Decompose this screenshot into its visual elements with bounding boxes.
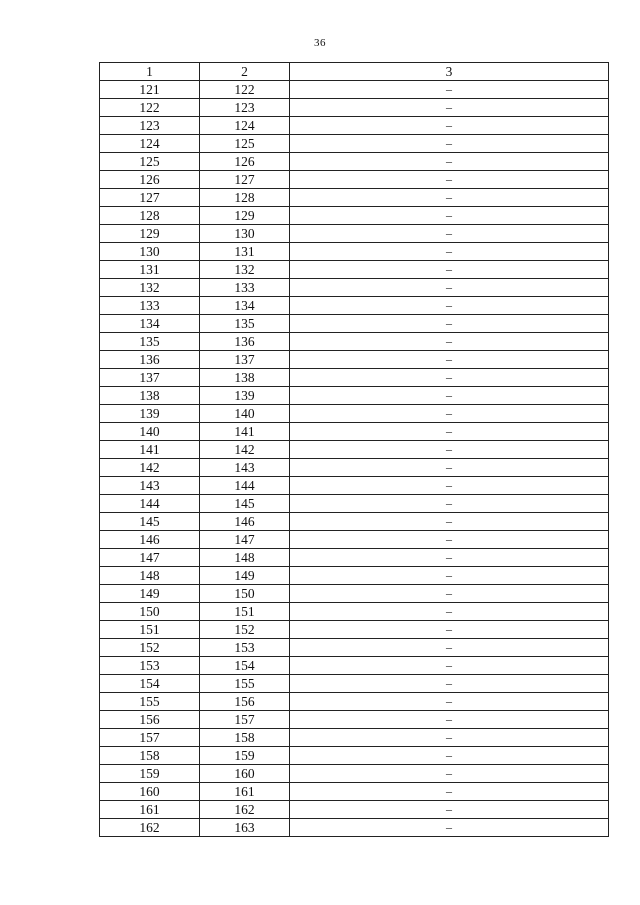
table-row bbox=[100, 405, 609, 423]
table-row bbox=[100, 135, 609, 153]
table-cell-col-3: – bbox=[290, 693, 609, 711]
table-row bbox=[100, 99, 609, 117]
table-cell-col-3: – bbox=[290, 675, 609, 693]
column-header-1: 1 bbox=[100, 63, 200, 81]
table-cell-col-2: 162 bbox=[200, 801, 290, 819]
page-number: 36 bbox=[314, 37, 326, 49]
table-cell-col-2: 157 bbox=[200, 711, 290, 729]
table-row bbox=[100, 495, 609, 513]
table-row bbox=[100, 243, 609, 261]
table-cell-col-1: 156 bbox=[100, 711, 200, 729]
table-cell-col-2: 127 bbox=[200, 171, 290, 189]
table-cell-col-1: 160 bbox=[100, 783, 200, 801]
table-cell-col-2: 126 bbox=[200, 153, 290, 171]
table-row bbox=[100, 279, 609, 297]
table-cell-col-3: – bbox=[290, 225, 609, 243]
column-header-2: 2 bbox=[200, 63, 290, 81]
table-row bbox=[100, 171, 609, 189]
table-cell-col-1: 123 bbox=[100, 117, 200, 135]
table-cell-col-2: 147 bbox=[200, 531, 290, 549]
table-row bbox=[100, 657, 609, 675]
table-cell-col-1: 154 bbox=[100, 675, 200, 693]
table-cell-col-2: 148 bbox=[200, 549, 290, 567]
table-cell-col-2: 153 bbox=[200, 639, 290, 657]
table-cell-col-1: 158 bbox=[100, 747, 200, 765]
table-cell-col-1: 129 bbox=[100, 225, 200, 243]
table-cell-col-2: 145 bbox=[200, 495, 290, 513]
table-cell-col-1: 142 bbox=[100, 459, 200, 477]
table-cell-col-3: – bbox=[290, 621, 609, 639]
table-cell-col-1: 126 bbox=[100, 171, 200, 189]
table-cell-col-3: – bbox=[290, 351, 609, 369]
table-cell-col-1: 155 bbox=[100, 693, 200, 711]
table-cell-col-1: 140 bbox=[100, 423, 200, 441]
table-cell-col-2: 131 bbox=[200, 243, 290, 261]
table-cell-col-3: – bbox=[290, 585, 609, 603]
table-cell-col-3: – bbox=[290, 261, 609, 279]
table-row bbox=[100, 225, 609, 243]
table-cell-col-1: 147 bbox=[100, 549, 200, 567]
table-row bbox=[100, 585, 609, 603]
table-row bbox=[100, 369, 609, 387]
table-row bbox=[100, 801, 609, 819]
table-cell-col-1: 138 bbox=[100, 387, 200, 405]
table-cell-col-3: – bbox=[290, 279, 609, 297]
table-cell-col-1: 153 bbox=[100, 657, 200, 675]
table-cell-col-2: 138 bbox=[200, 369, 290, 387]
table-cell-col-1: 145 bbox=[100, 513, 200, 531]
table-cell-col-3: – bbox=[290, 801, 609, 819]
table-row bbox=[100, 675, 609, 693]
table-cell-col-2: 137 bbox=[200, 351, 290, 369]
table-cell-col-3: – bbox=[290, 243, 609, 261]
header-row bbox=[100, 63, 609, 81]
table-cell-col-3: – bbox=[290, 441, 609, 459]
table-cell-col-1: 124 bbox=[100, 135, 200, 153]
table-cell-col-2: 134 bbox=[200, 297, 290, 315]
table-cell-col-1: 137 bbox=[100, 369, 200, 387]
table-cell-col-1: 151 bbox=[100, 621, 200, 639]
table-cell-col-3: – bbox=[290, 819, 609, 837]
table-cell-col-1: 127 bbox=[100, 189, 200, 207]
table-cell-col-2: 156 bbox=[200, 693, 290, 711]
table-cell-col-1: 131 bbox=[100, 261, 200, 279]
data-table bbox=[99, 62, 609, 837]
table-cell-col-2: 136 bbox=[200, 333, 290, 351]
table-row bbox=[100, 477, 609, 495]
table-row bbox=[100, 189, 609, 207]
table-row bbox=[100, 567, 609, 585]
table-cell-col-3: – bbox=[290, 117, 609, 135]
table-cell-col-2: 144 bbox=[200, 477, 290, 495]
table-cell-col-2: 154 bbox=[200, 657, 290, 675]
table-row bbox=[100, 423, 609, 441]
table-row bbox=[100, 513, 609, 531]
table-cell-col-2: 142 bbox=[200, 441, 290, 459]
table-cell-col-3: – bbox=[290, 747, 609, 765]
table-cell-col-1: 148 bbox=[100, 567, 200, 585]
table-row bbox=[100, 693, 609, 711]
column-header-3: 3 bbox=[290, 63, 609, 81]
table-cell-col-2: 152 bbox=[200, 621, 290, 639]
table-row bbox=[100, 117, 609, 135]
table-cell-col-1: 162 bbox=[100, 819, 200, 837]
table-cell-col-3: – bbox=[290, 423, 609, 441]
table-cell-col-3: – bbox=[290, 405, 609, 423]
table-cell-col-1: 121 bbox=[100, 81, 200, 99]
table-cell-col-3: – bbox=[290, 603, 609, 621]
table-cell-col-2: 160 bbox=[200, 765, 290, 783]
table-cell-col-1: 132 bbox=[100, 279, 200, 297]
table-cell-col-3: – bbox=[290, 711, 609, 729]
table-cell-col-2: 133 bbox=[200, 279, 290, 297]
table-cell-col-3: – bbox=[290, 549, 609, 567]
table-cell-col-2: 132 bbox=[200, 261, 290, 279]
table-cell-col-2: 123 bbox=[200, 99, 290, 117]
table-cell-col-1: 161 bbox=[100, 801, 200, 819]
table-cell-col-2: 124 bbox=[200, 117, 290, 135]
table-cell-col-1: 130 bbox=[100, 243, 200, 261]
table-cell-col-1: 143 bbox=[100, 477, 200, 495]
table-cell-col-3: – bbox=[290, 531, 609, 549]
table-row bbox=[100, 765, 609, 783]
table-cell-col-2: 155 bbox=[200, 675, 290, 693]
table-cell-col-3: – bbox=[290, 207, 609, 225]
table-row bbox=[100, 603, 609, 621]
table-cell-col-3: – bbox=[290, 765, 609, 783]
table-row bbox=[100, 387, 609, 405]
table-cell-col-3: – bbox=[290, 657, 609, 675]
table-cell-col-2: 149 bbox=[200, 567, 290, 585]
table-cell-col-2: 163 bbox=[200, 819, 290, 837]
table-cell-col-3: – bbox=[290, 333, 609, 351]
table-cell-col-3: – bbox=[290, 729, 609, 747]
table-cell-col-1: 128 bbox=[100, 207, 200, 225]
table-cell-col-1: 139 bbox=[100, 405, 200, 423]
table-cell-col-2: 130 bbox=[200, 225, 290, 243]
table-cell-col-3: – bbox=[290, 477, 609, 495]
table-cell-col-2: 151 bbox=[200, 603, 290, 621]
table-row bbox=[100, 261, 609, 279]
table-row bbox=[100, 819, 609, 837]
table-cell-col-3: – bbox=[290, 459, 609, 477]
table-cell-col-3: – bbox=[290, 297, 609, 315]
table-row bbox=[100, 441, 609, 459]
table-cell-col-1: 144 bbox=[100, 495, 200, 513]
table-row bbox=[100, 531, 609, 549]
table-cell-col-1: 152 bbox=[100, 639, 200, 657]
table-cell-col-1: 141 bbox=[100, 441, 200, 459]
table-row bbox=[100, 783, 609, 801]
table-body bbox=[100, 81, 609, 837]
table-cell-col-3: – bbox=[290, 639, 609, 657]
table-row bbox=[100, 207, 609, 225]
table-cell-col-2: 158 bbox=[200, 729, 290, 747]
table-cell-col-2: 125 bbox=[200, 135, 290, 153]
table-cell-col-1: 149 bbox=[100, 585, 200, 603]
table-cell-col-1: 146 bbox=[100, 531, 200, 549]
table-cell-col-2: 129 bbox=[200, 207, 290, 225]
table-cell-col-3: – bbox=[290, 153, 609, 171]
table-row bbox=[100, 549, 609, 567]
table-cell-col-3: – bbox=[290, 387, 609, 405]
table-row bbox=[100, 711, 609, 729]
table-cell-col-2: 159 bbox=[200, 747, 290, 765]
table-cell-col-2: 140 bbox=[200, 405, 290, 423]
table-cell-col-3: – bbox=[290, 81, 609, 99]
table-cell-col-3: – bbox=[290, 99, 609, 117]
table-cell-col-2: 122 bbox=[200, 81, 290, 99]
table-cell-col-2: 141 bbox=[200, 423, 290, 441]
table-cell-col-1: 135 bbox=[100, 333, 200, 351]
table-cell-col-3: – bbox=[290, 567, 609, 585]
table-cell-col-2: 150 bbox=[200, 585, 290, 603]
table-row bbox=[100, 351, 609, 369]
table-cell-col-1: 157 bbox=[100, 729, 200, 747]
table-cell-col-1: 122 bbox=[100, 99, 200, 117]
table-row bbox=[100, 747, 609, 765]
table-cell-col-2: 143 bbox=[200, 459, 290, 477]
table-cell-col-1: 125 bbox=[100, 153, 200, 171]
table-row bbox=[100, 81, 609, 99]
table-cell-col-3: – bbox=[290, 495, 609, 513]
table-cell-col-3: – bbox=[290, 171, 609, 189]
table-cell-col-3: – bbox=[290, 513, 609, 531]
table-cell-col-2: 135 bbox=[200, 315, 290, 333]
table-cell-col-3: – bbox=[290, 135, 609, 153]
table-row bbox=[100, 315, 609, 333]
table-cell-col-2: 139 bbox=[200, 387, 290, 405]
table-row bbox=[100, 297, 609, 315]
table-cell-col-3: – bbox=[290, 189, 609, 207]
table-row bbox=[100, 333, 609, 351]
table-cell-col-3: – bbox=[290, 783, 609, 801]
table-row bbox=[100, 621, 609, 639]
table-cell-col-1: 134 bbox=[100, 315, 200, 333]
table-cell-col-3: – bbox=[290, 315, 609, 333]
table-cell-col-1: 133 bbox=[100, 297, 200, 315]
table-cell-col-1: 136 bbox=[100, 351, 200, 369]
table-row bbox=[100, 153, 609, 171]
table-cell-col-1: 150 bbox=[100, 603, 200, 621]
table-cell-col-2: 146 bbox=[200, 513, 290, 531]
table-row bbox=[100, 639, 609, 657]
table-cell-col-3: – bbox=[290, 369, 609, 387]
table-cell-col-1: 159 bbox=[100, 765, 200, 783]
table-row bbox=[100, 729, 609, 747]
table-row bbox=[100, 459, 609, 477]
table-cell-col-2: 161 bbox=[200, 783, 290, 801]
table-cell-col-2: 128 bbox=[200, 189, 290, 207]
